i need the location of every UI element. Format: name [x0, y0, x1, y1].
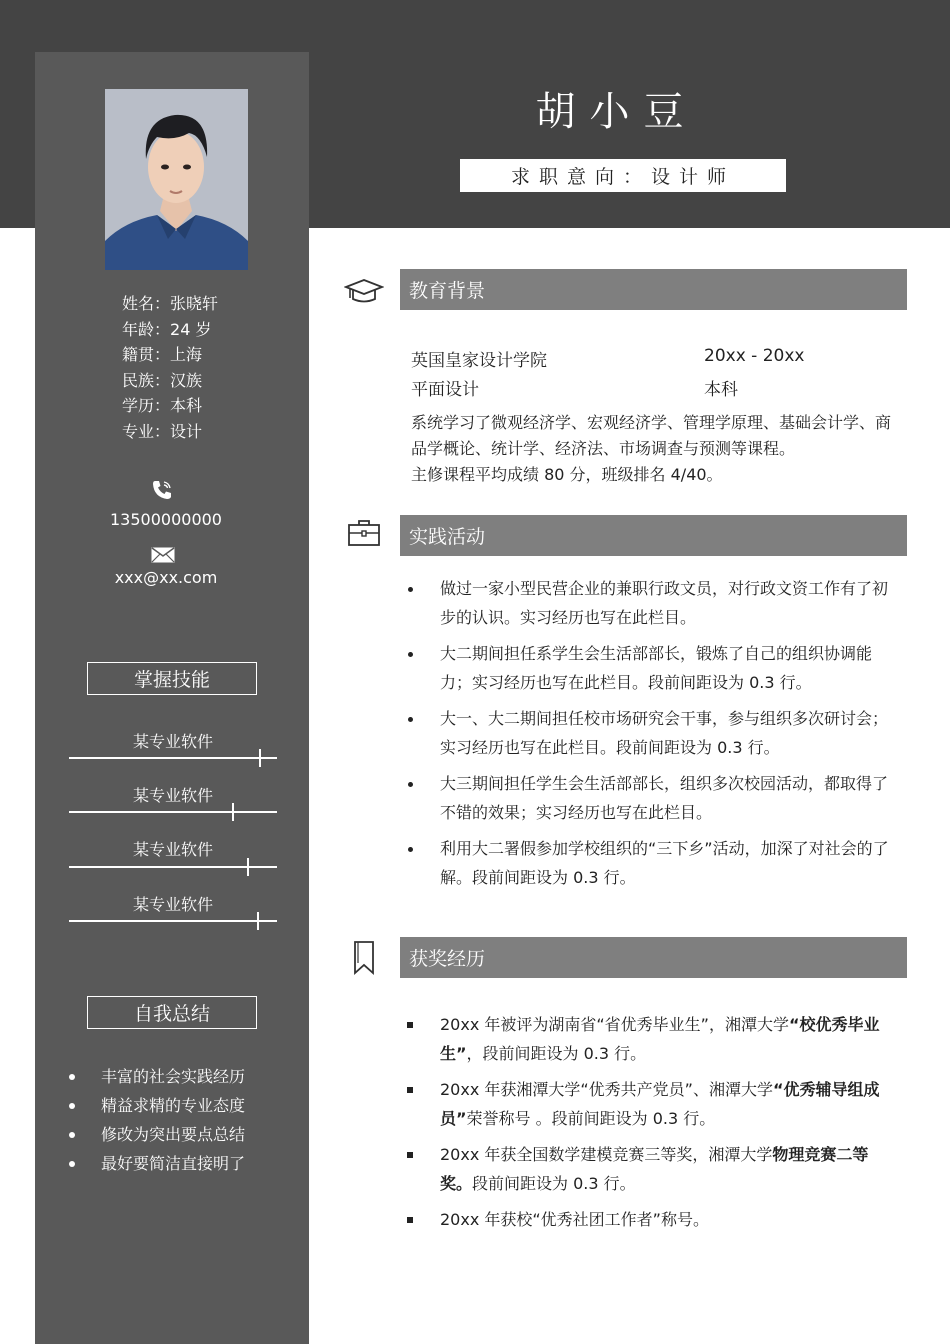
list-item: 利用大二署假参加学校组织的“三下乡”活动，加深了对社会的了解。段前间距设为 0.3 行。 [400, 834, 900, 892]
info-row-ethnicity: 民族：汉族 [122, 370, 203, 390]
info-row-major: 专业：设计 [122, 421, 203, 441]
mail-icon [151, 547, 175, 567]
school-name: 英国皇家设计学院 [411, 351, 547, 371]
list-item: 大二期间担任系学生会生活部部长，锻炼了自己的组织协调能力；实习经历也写在此栏目。段前间距设为 0.3 行。 [400, 639, 900, 697]
portrait-illustration [105, 89, 248, 270]
skill-bar [69, 811, 277, 813]
skill-label: 某专业软件 [132, 732, 213, 751]
list-item: 丰富的社会实践经历 [66, 1062, 245, 1091]
list-item: 大三期间担任学生会生活部部长，组织多次校园活动，都取得了不错的效果；实习经历也写在此栏目。 [400, 769, 900, 827]
skill-label: 某专业软件 [132, 786, 213, 805]
list-item: 精益求精的专业态度 [66, 1091, 245, 1120]
awards-section-title: 获奖经历 [400, 937, 907, 978]
skill-level-marker [259, 749, 261, 767]
list-item: 做过一家小型民营企业的兼职行政文员，对行政文资工作有了初步的认识。实习经历也写在此栏目。 [400, 574, 900, 632]
education-description: 系统学习了微观经济学、宏观经济学、管理学原理、基础会计学、商品学概论、统计学、经济法、市场调查与预测等课程。 主修课程平均成绩 80 分，班级排名 4/40。 [411, 413, 892, 484]
skills-title: 掌握技能 [87, 662, 257, 695]
bookmark-icon [344, 937, 384, 977]
skill-bar [69, 920, 277, 922]
info-row-name: 姓名：张晓轩 [122, 294, 219, 313]
list-item: 修改为突出要点总结 [66, 1120, 245, 1149]
list-item: 20xx 年获全国数学建模竞赛三等奖，湘潭大学物理竞赛二等奖。段前间距设为 0.3 行。 [400, 1140, 900, 1198]
graduation-cap-icon [344, 270, 384, 310]
skill-level-marker [247, 858, 249, 876]
major-name: 平面设计 [411, 380, 479, 400]
list-item: 20xx 年被评为湖南省“省优秀毕业生”，湘潭大学“校优秀毕业生”，段前间距设为 0.3 行。 [400, 1010, 900, 1068]
summary-title: 自我总结 [87, 996, 257, 1029]
info-row-degree: 学历：本科 [122, 396, 203, 416]
list-item: 20xx 年获湘潭大学“优秀共产党员”、湘潭大学“优秀辅导组成员”荣誉称号 。段前间距设为 0.3 行。 [400, 1075, 900, 1133]
practice-section-title: 实践活动 [400, 515, 907, 556]
info-row-hometown: 籍贯：上海 [122, 345, 203, 365]
skill-label: 某专业软件 [132, 895, 213, 914]
summary-list [66, 1062, 245, 1178]
education-section-title: 教育背景 [400, 269, 907, 310]
list-item: 20xx 年获校“优秀社团工作者”称号。 [400, 1205, 900, 1234]
profile-info [122, 291, 302, 445]
list-item: 最好要简洁直接明了 [66, 1149, 245, 1178]
phone-icon [150, 478, 174, 506]
skill-label: 某专业软件 [132, 840, 213, 859]
info-row-age: 年龄：24 岁 [122, 319, 212, 339]
skill-bar [69, 757, 277, 759]
study-period: 20xx - 20xx [704, 346, 805, 366]
skill-level-marker [257, 912, 259, 930]
email-address: xxx@xx.com [114, 568, 218, 587]
phone-number: 13500000000 [110, 510, 222, 529]
awards-list [400, 1010, 900, 1241]
profile-photo [105, 89, 248, 270]
degree-name: 本科 [704, 380, 738, 400]
list-item: 大一、大二期间担任校市场研究会干事，参与组织多次研讨会；实习经历也写在此栏目。段前间距设为 0.3 行。 [400, 704, 900, 762]
skill-level-marker [232, 803, 234, 821]
practice-list [400, 574, 900, 899]
briefcase-icon [344, 514, 384, 554]
skill-bar [69, 866, 277, 868]
candidate-name: 胡小豆 [535, 89, 698, 135]
job-intent: 求职意向：设计师 [458, 157, 788, 194]
